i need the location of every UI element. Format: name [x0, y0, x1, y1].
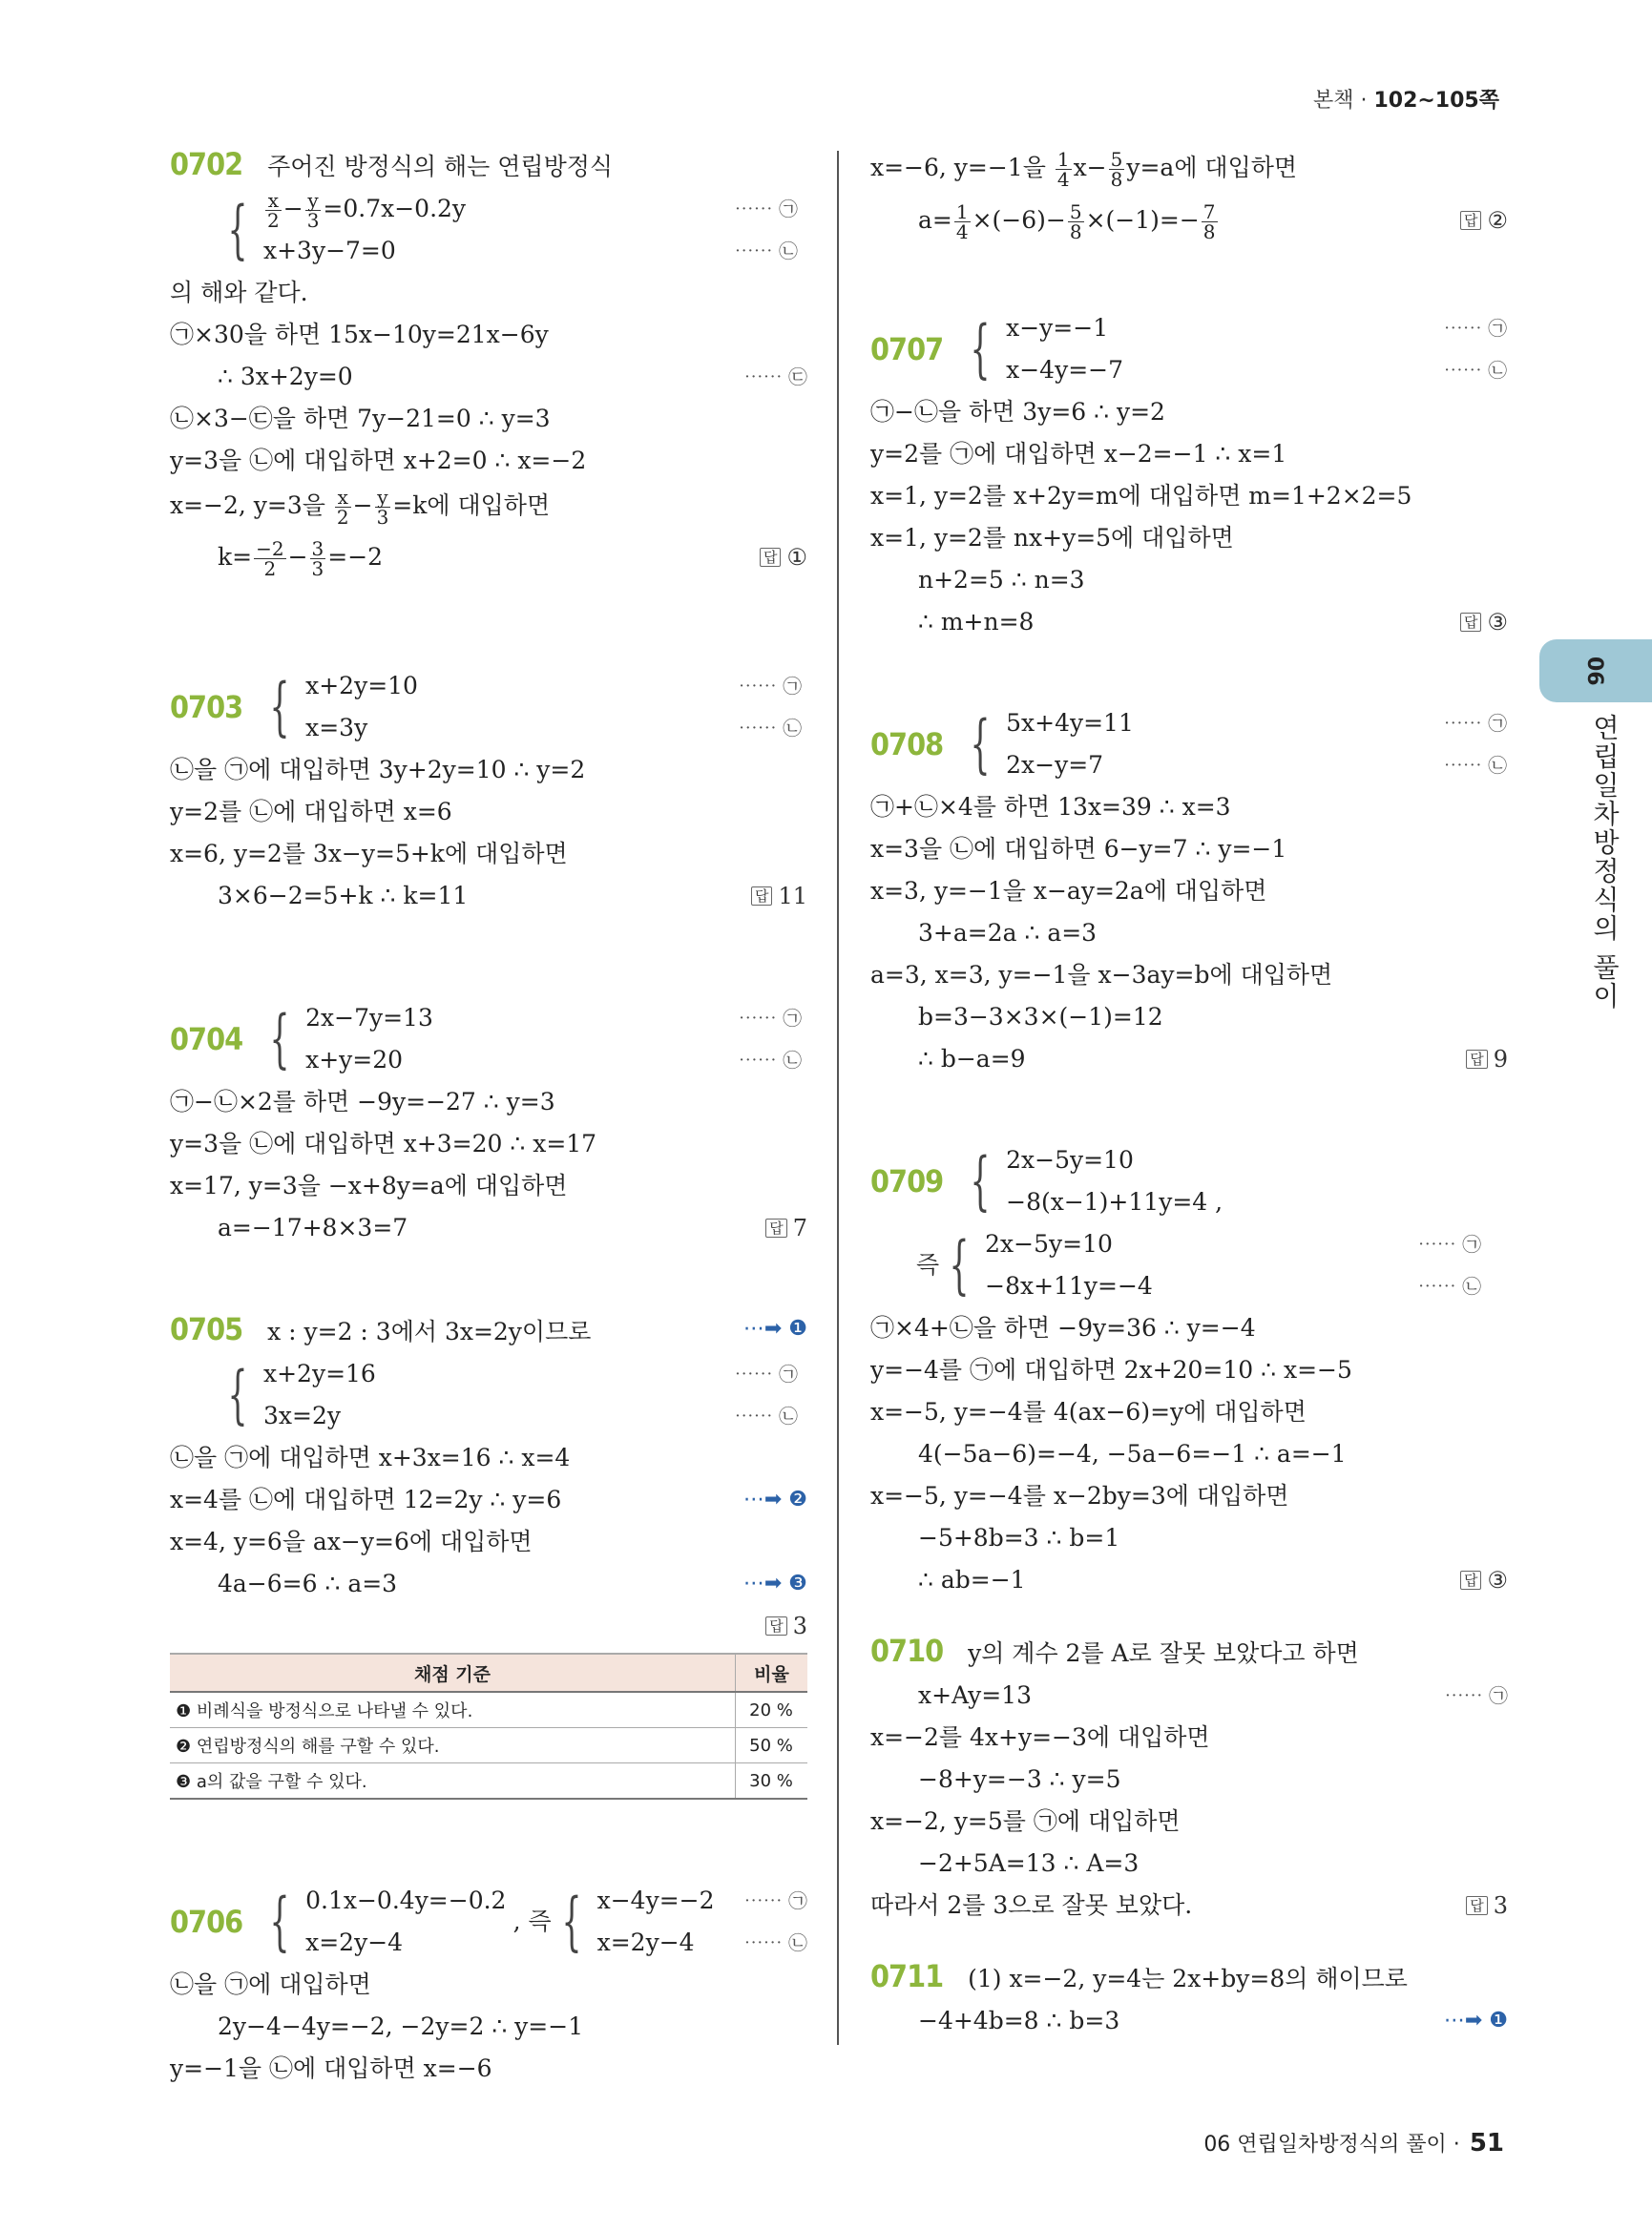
step-marker: ⋯➡ ❸ [742, 1572, 807, 1595]
equation-line: x+2y=16 ⋯⋯ ㉠ [263, 1353, 798, 1395]
solution-line: ㉡을 ㉠에 대입하면 3y+2y=10 ∴ y=2 [170, 756, 586, 783]
fraction: $\frac{x}{2}$ [336, 486, 349, 529]
solution-line: ∴ b−a=9 답 9 [870, 1038, 1508, 1080]
equation-line: 2x−7y=13 ⋯⋯ ㉠ [305, 997, 802, 1039]
equation-tag: ⋯⋯ ㉡ [734, 1405, 798, 1428]
answer: 답 9 [1466, 1038, 1508, 1080]
equation-system [170, 665, 807, 749]
solution-line: 2y−4−4y=−2, −2y=2 ∴ y=−1 [218, 2012, 584, 2040]
solution-line: x+Ay=13 ⋯⋯ ㉠ [870, 1675, 1508, 1717]
equation-line: x−4y=−2 ⋯⋯ ㉠ [597, 1880, 807, 1922]
solution-line: 따라서 2를 3으로 잘못 보았다. 답 3 [870, 1885, 1508, 1927]
solution-line: ㉠−㉡을 하면 3y=6 ∴ y=2 [870, 398, 1165, 426]
solution-line: ∴ 3x+2y=0 ⋯⋯ ㉢ [170, 356, 807, 398]
solution-line: x=−5, y=−4를 4(ax−6)=y에 대입하면 [870, 1398, 1307, 1426]
problem-0708 [870, 702, 1508, 1080]
fraction: $\frac{y}{3}$ [376, 486, 389, 529]
problem-0706 [170, 1880, 807, 2090]
equation-line: 3x=2y ⋯⋯ ㉡ [263, 1395, 798, 1437]
solution-line: n+2=5 ∴ n=3 [918, 566, 1085, 594]
equation-system [170, 1353, 807, 1437]
brace: { [970, 1144, 991, 1218]
solution-line: x=−2를 4x+y=−3에 대입하면 [870, 1723, 1210, 1751]
answer: 답 ③ [1460, 601, 1508, 643]
equation-tag: ⋯⋯ ㉡ [734, 240, 798, 262]
page-reference-prefix: 본책 · [1312, 89, 1368, 113]
solution-line: x=6, y=2를 3x−y=5+k에 대입하면 [170, 840, 568, 867]
problem-number: 0711 [870, 1958, 944, 1994]
solution-line: x=3, y=−1을 x−ay=2a에 대입하면 [870, 877, 1267, 905]
solution-line: y=−1을 ㉡에 대입하면 x=−6 [170, 2054, 492, 2082]
solution-line: 4(−5a−6)=−4, −5a−6=−1 ∴ a=−1 [918, 1440, 1347, 1468]
equation-system [870, 702, 1508, 786]
problem-number: 0703 [170, 689, 243, 725]
solution-line: x=17, y=3을 −x+8y=a에 대입하면 [170, 1172, 568, 1199]
equation-system [870, 307, 1508, 391]
solution-line: 의 해와 같다. [170, 279, 308, 306]
fraction: $\frac{y}{3}$ [306, 189, 320, 232]
problem-0710 [870, 1630, 1508, 1927]
footer-chapter: 06 연립일차방정식의 풀이 · [1203, 2133, 1460, 2157]
problem-intro: y의 계수 2를 A로 잘못 보았다고 하면 [968, 1639, 1359, 1667]
answer: 답 ② [1460, 193, 1508, 248]
solution-line: x=4, y=6을 ax−y=6에 대입하면 [170, 1528, 533, 1555]
fraction: $\frac{5}{8}$ [1110, 148, 1123, 191]
brace: { [227, 193, 248, 266]
chapter-side-label: 연립일차방정식의 풀이 [1589, 714, 1621, 1011]
answer: 답 ① [760, 530, 807, 585]
solution-line: x=−2, y=5를 ㉠에 대입하면 [870, 1807, 1181, 1835]
fraction: $\frac{3}{3}$ [311, 537, 324, 580]
solution-line: y=−4를 ㉠에 대입하면 2x+20=10 ∴ x=−5 [870, 1356, 1352, 1384]
step-marker: ⋯➡ ❶ [1443, 2009, 1508, 2033]
brace: { [227, 1358, 248, 1431]
fraction: $\frac{x}{2}$ [267, 189, 280, 232]
fraction: $\frac{7}{8}$ [1202, 200, 1216, 243]
equation-system [170, 1880, 807, 1964]
problem-number: 0706 [170, 1904, 243, 1940]
problem-intro: 주어진 방정식의 해는 연립방정식 [267, 153, 614, 180]
brace: { [561, 1885, 582, 1958]
equation-line: x−y=−1 ⋯⋯ ㉠ [1006, 307, 1507, 349]
equation-line: x=3y ⋯⋯ ㉡ [305, 707, 802, 749]
equation-system [870, 1223, 1508, 1307]
problem-0711 [870, 1955, 1508, 2042]
solution-line: 4a−6=6 ∴ a=3 ⋯➡ ❸ [170, 1563, 807, 1605]
problem-0702 [170, 143, 807, 585]
problem-number: 0708 [870, 726, 944, 762]
solution-line: y=2를 ㉠에 대입하면 x−2=−1 ∴ x=1 [870, 440, 1287, 468]
grading-header-criteria: 채점 기준 [170, 1654, 736, 1692]
problem-0707 [870, 307, 1508, 643]
solution-line: y=3을 ㉡에 대입하면 x+2=0 ∴ x=−2 [170, 447, 587, 474]
table-row: ❸ a의 값을 구할 수 있다. 30 % [170, 1763, 807, 1800]
equation-line: x=2y−4 ⋯⋯ ㉡ [597, 1922, 807, 1964]
page-reference [1313, 84, 1499, 114]
solution-line: x=−2, y=3을 $\frac{x}{2}$ − $\frac{y}{3}$ =k에 대입하면 [170, 486, 551, 529]
equation-tag: ⋯⋯ ㉠ [1444, 1684, 1508, 1707]
table-row: ❷ 연립방정식의 해를 구할 수 있다. 50 % [170, 1728, 807, 1763]
problem-number: 0709 [870, 1163, 944, 1199]
equation-tag: ⋯⋯ ㉠ [738, 1007, 803, 1030]
solution-line: ㉠+㉡×4를 하면 13x=39 ∴ x=3 [870, 793, 1231, 821]
grading-header-rate: 비율 [736, 1654, 808, 1692]
connector: , 즉 [512, 1908, 552, 1935]
equation-line: 2x−5y=10 [1006, 1146, 1134, 1174]
solution-line: −5+8b=3 ∴ b=1 [918, 1524, 1120, 1552]
table-row: ❶ 비례식을 방정식으로 나타낼 수 있다. 20 % [170, 1692, 807, 1728]
problem-number: 0705 [170, 1311, 243, 1347]
solution-line: x=1, y=2를 nx+y=5에 대입하면 [870, 524, 1234, 552]
answer: 답 3 [1466, 1885, 1508, 1927]
equation-tag: ⋯⋯ ㉡ [738, 717, 803, 740]
brace: { [269, 670, 290, 743]
equation-system [870, 1139, 1508, 1223]
equation-system [170, 997, 807, 1081]
solution-line: b=3−3×3×(−1)=12 [918, 1003, 1163, 1031]
solution-line: −4+4b=8 ∴ b=3 ⋯➡ ❶ [870, 2000, 1508, 2042]
brace: { [970, 312, 991, 386]
solution-line: ∴ m+n=8 답 ③ [870, 601, 1508, 643]
answer: 답 ③ [1460, 1559, 1508, 1601]
equation-line: x=2y−4 [305, 1929, 404, 1956]
page-number: 51 [1469, 2129, 1504, 2158]
solution-line: −8+y=−3 ∴ y=5 [918, 1765, 1121, 1793]
equation-tag: ⋯⋯ ㉠ [743, 1889, 807, 1912]
solution-line: a=3, x=3, y=−1을 x−3ay=b에 대입하면 [870, 961, 1333, 989]
equation-tag: ⋯⋯ ㉡ [743, 1931, 807, 1954]
page-reference-pages: 102~105쪽 [1373, 89, 1499, 113]
problem-number: 0704 [170, 1021, 243, 1057]
equation-system [170, 188, 807, 272]
equation-tag: ⋯⋯ ㉠ [734, 198, 798, 220]
brace: { [970, 707, 991, 781]
solution-line [170, 1605, 807, 1647]
equation-tag: ⋯⋯ ㉠ [1417, 1233, 1482, 1256]
problem-0706-continued [870, 143, 1508, 248]
equation-tag: ⋯⋯ ㉠ [1443, 712, 1508, 735]
brace: { [949, 1228, 970, 1302]
equation-tag: ⋯⋯ ㉠ [734, 1363, 798, 1386]
problem-0709 [870, 1139, 1508, 1601]
grading-table [170, 1653, 807, 1800]
solution-line: ∴ ab=−1 답 ③ [870, 1559, 1508, 1601]
answer: 답 3 [765, 1605, 807, 1647]
right-column [870, 143, 1508, 2042]
page-footer [1203, 2128, 1504, 2158]
equation-tag: ⋯⋯ ㉡ [1443, 359, 1508, 382]
problem-0703 [170, 665, 807, 917]
solution-line: −2+5A=13 ∴ A=3 [918, 1849, 1140, 1877]
solution-line: ㉡을 ㉠에 대입하면 x+3x=16 ∴ x=4 [170, 1444, 571, 1471]
fraction: $\frac{5}{8}$ [1069, 200, 1082, 243]
equation-line: −8(x−1)+11y=4 , [1006, 1188, 1223, 1216]
problem-0704 [170, 997, 807, 1249]
fraction: $\frac{1}{4}$ [955, 200, 969, 243]
chapter-tab-number: 06 [1582, 657, 1606, 686]
problem-0705 [170, 1308, 807, 1800]
equation-tag: ⋯⋯ ㉢ [743, 365, 807, 388]
equation-tag: ⋯⋯ ㉡ [1417, 1275, 1482, 1298]
equation-tag: ⋯⋯ ㉠ [738, 675, 803, 698]
brace: { [269, 1002, 290, 1075]
solution-line: x=1, y=2를 x+2y=m에 대입하면 m=1+2×2=5 [870, 482, 1412, 510]
solution-line: ㉠−㉡×2를 하면 −9y=−27 ∴ y=3 [170, 1088, 555, 1116]
step-marker: ⋯➡ ❷ [742, 1488, 807, 1512]
problem-number: 0702 [170, 146, 243, 182]
solution-line: ㉡을 ㉠에 대입하면 [170, 1970, 371, 1998]
fraction: $\frac{1}{4}$ [1056, 148, 1070, 191]
solution-line: 3×6−2=5+k ∴ k=11 답 11 [170, 875, 807, 917]
equation-line: 2x−y=7 ⋯⋯ ㉡ [1006, 744, 1507, 786]
solution-line: 3+a=2a ∴ a=3 [918, 919, 1098, 947]
problem-intro: x : y=2 : 3에서 3x=2y이므로 [267, 1318, 592, 1345]
equation-line: x+2y=10 ⋯⋯ ㉠ [305, 665, 802, 707]
solution-line: ㉠×30을 하면 15x−10y=21x−6y [170, 321, 549, 348]
problem-number: 0710 [870, 1633, 944, 1669]
equation-line: x+3y−7=0 ⋯⋯ ㉡ [263, 230, 798, 272]
column-divider [837, 151, 839, 2045]
solution-line: y=3을 ㉡에 대입하면 x+3=20 ∴ x=17 [170, 1130, 597, 1157]
answer: 답 11 [751, 875, 807, 917]
equation-tag: ⋯⋯ ㉡ [738, 1049, 803, 1072]
solution-line: a=−17+8×3=7 답 7 [170, 1207, 807, 1249]
connector: 즉 [916, 1251, 940, 1279]
step-marker: ⋯➡ ❶ [742, 1317, 807, 1341]
equation-tag: ⋯⋯ ㉠ [1443, 317, 1508, 340]
solution-line: x=−5, y=−4를 x−2by=3에 대입하면 [870, 1482, 1289, 1510]
solution-line: y=2를 ㉡에 대입하면 x=6 [170, 798, 452, 825]
solution-line: a= $\frac{1}{4}$ ×(−6)− $\frac{5}{8}$ ×(−1)=− $\frac{7}{8}$ 답 ② [870, 193, 1508, 248]
problem-intro: (1) x=−2, y=4는 2x+by=8의 해이므로 [968, 1965, 1408, 1992]
solution-line: k= $\frac{-2}{2}$ − $\frac{3}{3}$ =−2 답 ① [170, 530, 807, 585]
answer: 답 7 [765, 1207, 807, 1249]
solution-line: ㉡×3−㉢을 하면 7y−21=0 ∴ y=3 [170, 405, 551, 432]
left-column [170, 143, 807, 2090]
equation-line: 0.1x−0.4y=−0.2 [305, 1887, 507, 1914]
equation-line: −8x+11y=−4 ⋯⋯ ㉡ [985, 1265, 1481, 1307]
equation-tag: ⋯⋯ ㉡ [1443, 754, 1508, 777]
solution-line: x=4를 ㉡에 대입하면 12=2y ∴ y=6 ⋯➡ ❷ [170, 1479, 807, 1521]
brace: { [269, 1885, 290, 1958]
equation-line: x+y=20 ⋯⋯ ㉡ [305, 1039, 802, 1081]
solution-line: ㉠×4+㉡을 하면 −9y=36 ∴ y=−4 [870, 1314, 1256, 1342]
equation-line: 5x+4y=11 ⋯⋯ ㉠ [1006, 702, 1507, 744]
equation-line: 2x−5y=10 ⋯⋯ ㉠ [985, 1223, 1481, 1265]
fraction: $\frac{-2}{2}$ [256, 537, 284, 580]
equation-line: $\frac{x}{2}$ − $\frac{y}{3}$ =0.7x−0.2y ⋯⋯ ㉠ [267, 189, 798, 232]
problem-number: 0707 [870, 331, 944, 367]
solution-line: x=3을 ㉡에 대입하면 6−y=7 ∴ y=−1 [870, 835, 1287, 863]
equation-line: x−4y=−7 ⋯⋯ ㉡ [1006, 349, 1507, 391]
solution-line: x=−6, y=−1을 $\frac{1}{4}$ x− $\frac{5}{8}$ y=a에 대입하면 [870, 148, 1298, 191]
